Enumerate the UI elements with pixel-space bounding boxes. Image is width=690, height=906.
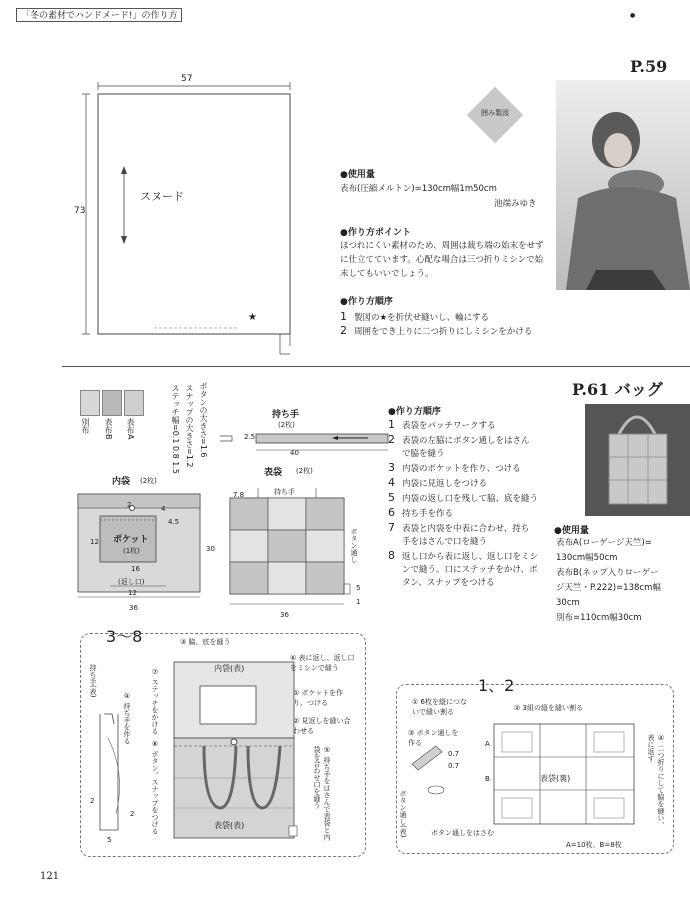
section-divider xyxy=(62,366,690,367)
inner-dim-pocket-h: 12 xyxy=(90,538,99,546)
p61-step-row: 1 表袋をパッチワークする xyxy=(388,418,496,431)
step38-handle-front: 持ち手(表) xyxy=(89,664,97,698)
step12-b-label: B xyxy=(485,775,490,783)
p61-step-row: 2 表袋の左脇にボタン通しをはさん xyxy=(388,433,530,446)
header-mark: ● xyxy=(630,12,636,19)
snood-width: 57 xyxy=(181,74,193,84)
p61-step-row: 4 内袋に見返しをつける xyxy=(388,476,488,489)
p61-step-row: 6 持ち手を作る xyxy=(388,506,454,519)
page-number: 121 xyxy=(40,871,60,882)
swatch-bessu xyxy=(80,390,100,416)
bag-model-photo xyxy=(585,404,690,516)
snood-height: 73 xyxy=(74,206,86,216)
inner-dim-pocket-w: 16 xyxy=(131,565,140,573)
outer-dim-1: 1 xyxy=(356,598,361,606)
snood-model-photo xyxy=(556,80,690,290)
p59-step-2: 2 周囲をでき上りに二つ折りにしミシンをかける xyxy=(340,324,533,337)
step12-clip: ボタン通しをはさむ xyxy=(431,829,494,837)
p59-steps-heading: ●作り方順序 xyxy=(340,297,393,307)
inner-dim-bottom: 12 xyxy=(128,589,137,597)
p59-points-heading: ●作り方ポイント xyxy=(340,228,411,238)
handle-dim-w: 40 xyxy=(290,449,299,457)
inner-dim-4: 4 xyxy=(161,505,166,513)
p61-step-row: 手をはさんで口を縫う xyxy=(402,537,488,547)
p61-material-line: 表布A(ローゲージ天竺)= xyxy=(556,538,652,548)
p61-steps-heading: ●作り方順序 xyxy=(388,407,441,417)
button-size-note: ボタンの大きさ=1.6 xyxy=(199,382,208,458)
p61-step-row: 7 表袋と内袋を中表に合わせ、持ち xyxy=(388,521,530,534)
handle-dim-h: 2.5 xyxy=(244,433,256,441)
step12-c3: ③ ボタン通しを作る xyxy=(408,729,459,747)
shape-label-diamond: 囲み製図 xyxy=(470,90,520,140)
step38-dim-2a: 2 xyxy=(90,797,95,805)
step12-diagram xyxy=(400,694,670,850)
snap-size-note: スナップの大きさ=1.2 xyxy=(185,384,194,468)
p59-points-line3: 末してもいいでしょう。 xyxy=(340,269,434,279)
step38-c1: ① ポケットを作り、つける xyxy=(293,689,344,707)
p61-steps-list xyxy=(388,418,578,590)
step38-c3: ③ 脇、底を縫う xyxy=(180,638,231,646)
swatch-label-a: 表布A xyxy=(126,418,135,440)
step38-outer: 表袋(表) xyxy=(214,821,245,830)
outer-dim-height: 30 xyxy=(206,545,215,553)
p61-material-line: 30cm xyxy=(556,598,580,608)
handle-count: (2枚) xyxy=(278,421,295,429)
swatch-label-bessu: 別布 xyxy=(81,418,90,434)
p61-step-row: で脇を縫う xyxy=(402,449,445,459)
stitch-width-note: ステッチ幅=0.1 0.8 1.5 xyxy=(171,384,180,474)
step38-c7: ⑦ ステッチをかける xyxy=(151,668,159,735)
p61-material-line: ジ天竺・P.222)=138cm幅 xyxy=(556,583,661,593)
step38-title: 3〜8 xyxy=(106,627,143,646)
snood-star: ★ xyxy=(248,312,257,323)
outer-bag-count: (2枚) xyxy=(296,467,313,475)
snood-label: スヌード xyxy=(140,190,184,203)
step38-c8: ⑧ ボタン、スナップをつける xyxy=(151,740,159,835)
inner-dim-width: 36 xyxy=(129,604,138,612)
outer-dim-5: 5 xyxy=(356,584,361,592)
handle-title: 持ち手 xyxy=(272,410,300,420)
step12-c1: ① 6枚を縦につないで縫い割る xyxy=(412,698,467,716)
swatch-a xyxy=(124,390,144,416)
step12-c4: ④ 二つ折りにして脇を縫い、表に返す xyxy=(647,734,665,829)
pocket-label: ポケット xyxy=(113,535,149,545)
step38-dim-2b: 2 xyxy=(130,810,135,818)
p59-points-line2: に仕立てています。心配な場合は三つ折りミシンで始 xyxy=(340,255,544,265)
inner-bag-count: (2枚) xyxy=(140,477,157,485)
step38-dim-5: 5 xyxy=(107,836,112,844)
p61-step-row: タン、スナップをつける xyxy=(402,578,495,588)
outer-dim-78: 7.8 xyxy=(233,491,245,499)
outer-handle-label: 持ち手 xyxy=(274,488,295,496)
step38-c4: ④ 持ち手を作る xyxy=(123,692,131,745)
step12-c2: ② 3組の縦を縫い割る xyxy=(514,704,583,712)
outer-loop-label: ボタン通し xyxy=(350,528,358,563)
step12-loop: ボタン通し(表) xyxy=(399,790,407,838)
p61-step-row: 5 内袋の返し口を残して脇、底を縫う xyxy=(388,491,539,504)
p61-materials-heading: ●使用量 xyxy=(554,526,589,536)
inner-dim-2: 2 xyxy=(127,501,132,509)
step12-count: A=10枚、B=8枚 xyxy=(566,841,622,849)
inner-bag-title: 内袋 xyxy=(112,477,131,487)
p61-step-row: 3 内袋のポケットを作り、つける xyxy=(388,461,521,474)
snood-diagram xyxy=(68,80,318,370)
p59-title: P.59 xyxy=(630,57,668,76)
header-title: 「冬の素材でハンドメード!」の作り方 xyxy=(16,8,182,22)
swatch-label-b: 表布B xyxy=(104,418,113,440)
step38-c5: ⑤ 持ち手をはさんで表袋と内袋を合わせ口を縫う xyxy=(313,746,331,841)
swatch-b xyxy=(102,390,122,416)
step12-center: 表袋(裏) xyxy=(540,774,571,783)
p61-title: P.61 バッグ xyxy=(572,380,663,399)
pocket-count: (1枚) xyxy=(123,547,140,555)
p61-material-line: 130cm幅50cm xyxy=(556,553,618,563)
step38-inner: 内袋(表) xyxy=(214,664,245,673)
inner-opening-label: (返し口) xyxy=(118,578,145,586)
step12-dim-07a: 0.7 xyxy=(448,750,460,758)
outer-bag-title: 表袋 xyxy=(264,468,283,478)
step38-c6: ⑥ 表に返し、返し口をミシンで縫う xyxy=(290,654,355,672)
p59-step-1: 1 製図の★を折伏せ縫いし、輪にする xyxy=(340,310,490,323)
p61-step-row: 8 返し口から表に返し、返し口をミシ xyxy=(388,549,539,562)
inner-dim-45: 4.5 xyxy=(168,518,180,526)
p61-material-line: 別布=110cm幅30cm xyxy=(556,613,642,623)
p59-materials-heading: ●使用量 xyxy=(340,170,375,180)
p61-step-row: ンで縫う。口にステッチをかけ、ボ xyxy=(402,565,538,575)
outer-dim-width: 36 xyxy=(280,611,289,619)
step12-title: 1、2 xyxy=(478,676,515,695)
step12-a-label: A xyxy=(485,740,490,748)
p59-points-line1: ほつれにくい素材のため、周囲は裁ち端の始末をせず xyxy=(340,241,544,251)
step38-c2: ② 見返しを縫い合わせる xyxy=(293,717,351,735)
p59-materials-text: 表布(圧縮メルトン)=130cm幅1m50cm xyxy=(340,184,497,194)
p61-material-line: 表布B(ネップ入りローゲー xyxy=(556,568,659,578)
step12-dim-07b: 0.7 xyxy=(448,762,460,770)
p59-author: 池端みゆき xyxy=(494,199,537,209)
